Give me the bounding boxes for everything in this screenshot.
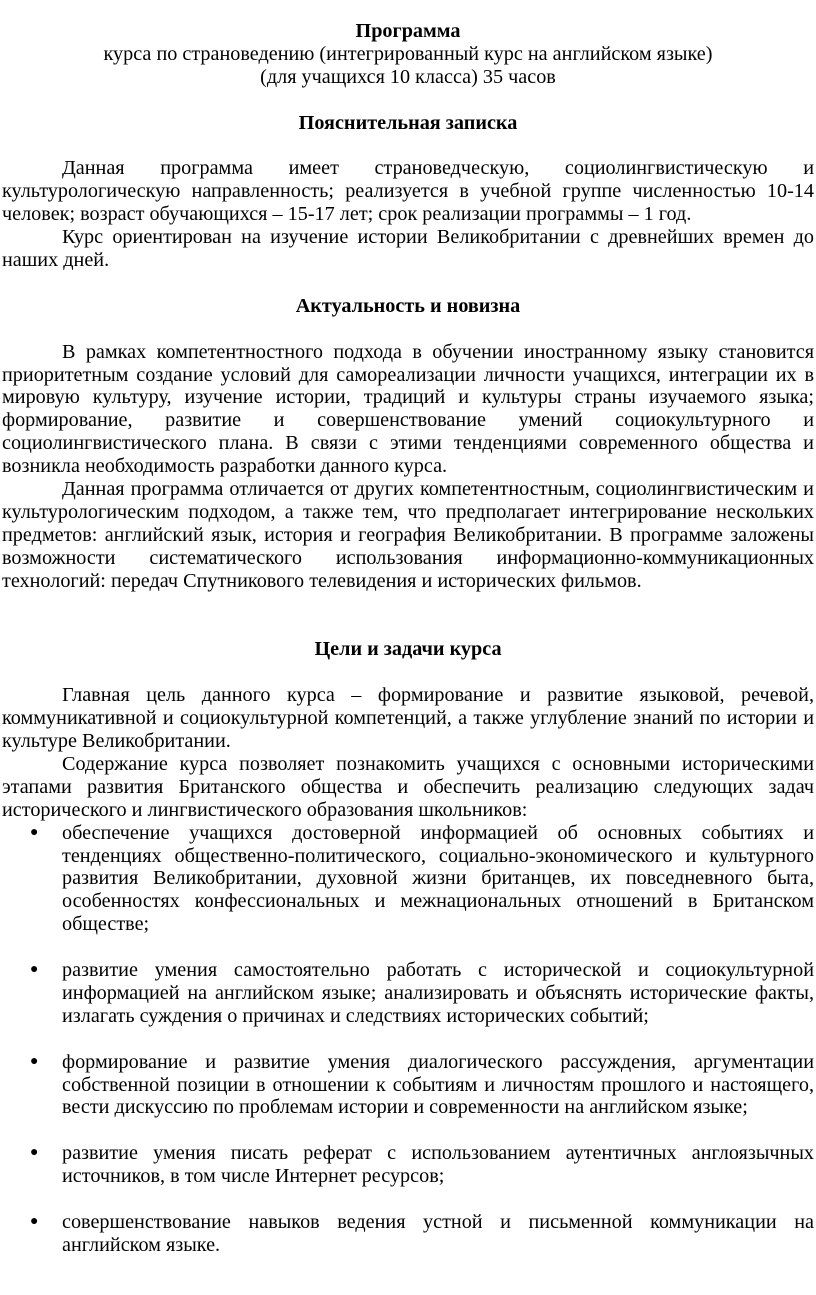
bullet-icon: ● xyxy=(30,1145,39,1161)
list-item xyxy=(0,959,816,1028)
goals-paragraph-1: Главная цель данного курса – формирование и развитие языковой, речевой, коммуникативной и социокультурной компетенций, а также углубление знаний по истории и культуре Великобритании. xyxy=(2,684,814,752)
goals-paragraph-2: Содержание курса позволяет познакомить учащихся с основными историческими этапами развития Британского общества и обеспечить реализацию следующих задач исторического и лингвистического образования школьников: xyxy=(2,752,814,821)
relevance-paragraph-1: В рамках компетентностного подхода в обучении иностранному языку становится приоритетным создание условий для самореализации личности учащихся, интеграции их в мировую культуру, изучение истории, традиций и культуры страны изучаемого языка; формирование, развитие и совершенствование умений социокультурного и социолингвистического плана. В связи с этими тенденциями современного общества и возникла необходимость разработки данного курса. xyxy=(2,340,814,478)
bullet-icon: ● xyxy=(30,1213,39,1229)
list-item-text: совершенствование навыков ведения устной и письменной коммуникации на английском языке. xyxy=(62,1210,814,1256)
goals-heading: Цели и задачи курса xyxy=(314,638,502,661)
document-page xyxy=(0,20,816,1257)
explanatory-note-paragraph-2: Курс ориентирован на изучение истории Великобритании с древнейших времен до наших дней. xyxy=(2,226,814,272)
list-item xyxy=(0,1211,816,1257)
list-item xyxy=(0,822,816,937)
explanatory-note-paragraph-1: Данная программа имеет страноведческую, социолингвистическую и культурологическую направленность; реализуется в учебной группе численностью 10-14 человек; возраст обучающихся – 15-17 лет; срок реализации программы – 1 год. xyxy=(2,157,814,226)
goals-bullet-list xyxy=(0,822,816,1257)
list-item xyxy=(0,1051,816,1120)
document-title: Программа xyxy=(355,20,461,42)
relevance-heading: Актуальность и новизна xyxy=(295,294,521,317)
document-subtitle-line1: курса по страноведению (интегрированный курс на английском языке) xyxy=(103,42,713,65)
list-item-text: обеспечение учащихся достоверной информацией об основных событиях и тенденциях общественно-политического, социально-экономического и культурного развития Великобритании, духовной жизни британцев, их повседневного быта, особенностях конфессиональных и межнациональных отношений в Британском обществе; xyxy=(62,821,814,936)
explanatory-note-heading: Пояснительная записка xyxy=(298,111,518,134)
list-item-text: развитие умения писать реферат с использованием аутентичных англоязычных источников, в том числе Интернет ресурсов; xyxy=(62,1142,814,1188)
document-subtitle-line2: (для учащихся 10 класса) 35 часов xyxy=(260,65,556,88)
list-item xyxy=(0,1142,816,1188)
relevance-paragraph-2: Данная программа отличается от других компетентностным, социолингвистическим и культурологическим подходом, а также тем, что предполагает интегрирование нескольких предметов: английский язык, история и география Великобритании. В программе заложены возможности систематического использования информационно-коммуникационных технологий: передач Спутникового телевидения и исторических фильмов. xyxy=(2,478,814,592)
list-item-text: развитие умения самостоятельно работать с исторической и социокультурной информацией на английском языке; анализировать и объяснять исторические факты, излагать суждения о причинах и следствиях исторических событий; xyxy=(62,959,814,1027)
bullet-icon: ● xyxy=(30,1053,39,1069)
bullet-icon: ● xyxy=(30,824,39,840)
bullet-icon: ● xyxy=(30,962,39,978)
list-item-text: формирование и развитие умения диалогического рассуждения, аргументации собственной позиции в отношении к событиям и личностям прошлого и настоящего, вести дискуссию по проблемам истории и современности на английском языке; xyxy=(62,1050,814,1119)
